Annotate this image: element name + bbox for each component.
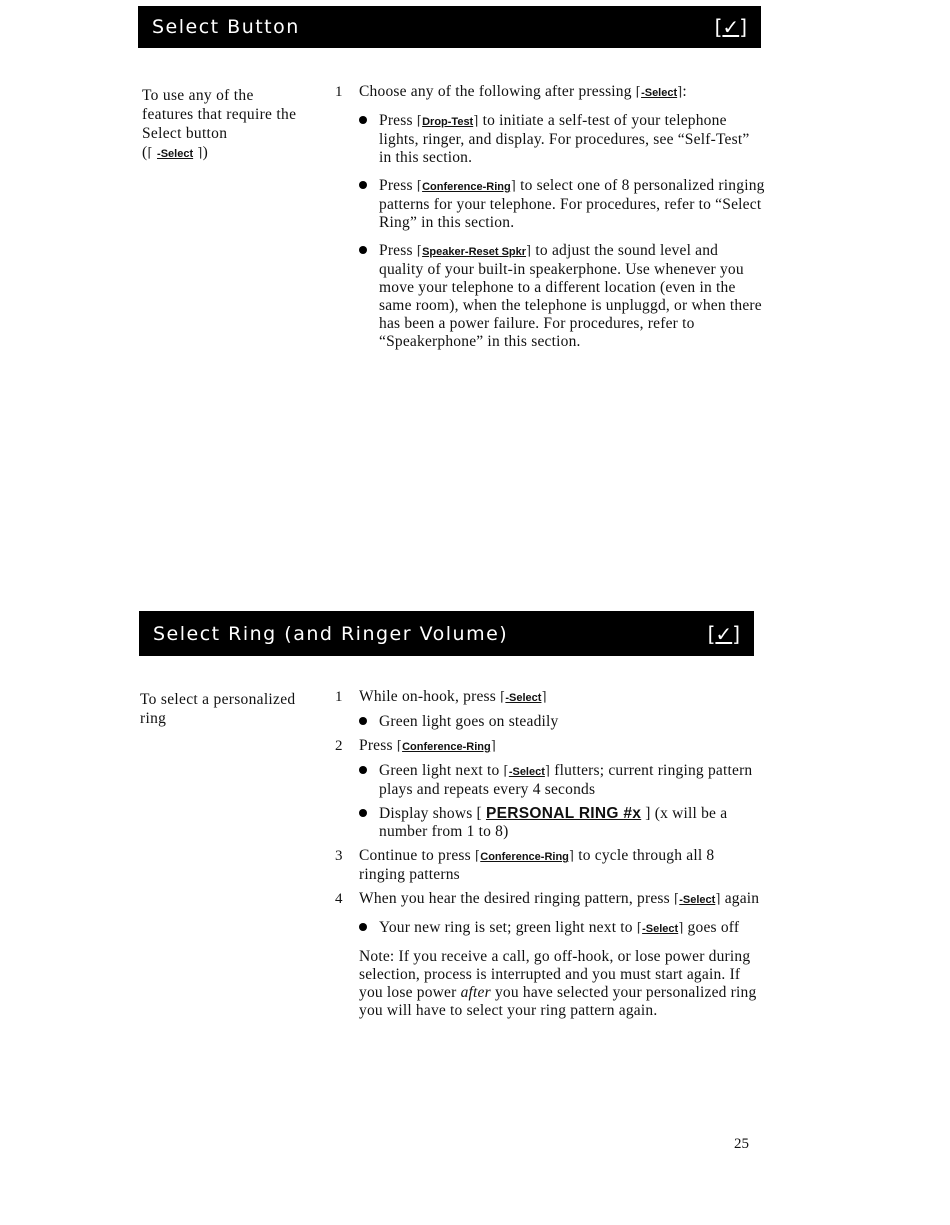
bullet-item: Press ⌈Speaker-Reset Spkr⌉ to adjust the sound level and quality of your built-in speakerphone. Use whenever you move your telephone to a different location (even in the same room), when the telephone is unpluggd, or when there has been a power failure. For procedures, refer to “Speakerphone” in this section. xyxy=(359,242,765,351)
section-title: Select Button xyxy=(152,16,300,38)
step-number: 2 xyxy=(335,738,343,754)
step-item: 2 Press ⌈Conference-Ring⌉ Green light next to ⌈-Select⌉ flutters; current ringing pattern plays and repeats every 4 seconds Display shows [ PERSONAL RING #x ] (x will be a number from 1 to 8) xyxy=(335,737,760,841)
speaker-reset-key-label: Speaker-Reset Spkr xyxy=(422,246,527,258)
bullet-icon xyxy=(359,766,367,774)
section-header-select-button xyxy=(138,6,761,48)
step-item: 4 When you hear the desired ringing pattern, press ⌈-Select⌉ again Your new ring is set; green light next to ⌈-Select⌉ goes off xyxy=(335,890,760,936)
side-note-select-ring xyxy=(140,690,315,728)
drop-test-key-label: Drop-Test xyxy=(422,116,474,128)
bullet-icon xyxy=(359,809,367,817)
bullet-icon xyxy=(359,116,367,124)
steps-select-ring xyxy=(335,688,760,1020)
select-key-label: -Select xyxy=(642,923,679,935)
side-note-select-button: To use any of the features that require the Select button (⌈ -Select ⌉) xyxy=(142,87,297,161)
bullet-icon xyxy=(359,246,367,254)
bullet-item: Press ⌈Drop-Test⌉ to initiate a self-test of your telephone lights, ringer, and display. For procedures, see “Self-Test” in this section. xyxy=(359,112,765,167)
note-paragraph: Note: If you receive a call, go off-hook, or lose power during selection, process is interrupted and you must start again. If you lose power after you have selected your personalized ring you will have to select your ring pattern again. xyxy=(359,948,757,1019)
select-key-label: -Select xyxy=(505,692,542,704)
side-note-text: To use any of the features that require the Select button xyxy=(142,87,297,142)
display-readout: PERSONAL RING #x xyxy=(485,805,642,822)
bullet-item: Your new ring is set; green light next to ⌈-Select⌉ goes off xyxy=(359,919,760,938)
step-number: 3 xyxy=(335,848,343,864)
note-emphasis: after xyxy=(460,984,491,1001)
select-key-label: -Select xyxy=(641,87,678,99)
conference-ring-key-label: Conference-Ring xyxy=(422,181,511,193)
section-header-select-ring xyxy=(139,611,754,656)
bullet-item: Press ⌈Conference-Ring⌉ to select one of 8 personalized ringing patterns for your telephone. For procedures, refer to “Select Ring” in this section. xyxy=(359,177,765,232)
bullet-item: Green light next to ⌈-Select⌉ flutters; current ringing pattern plays and repeats every 4 seconds xyxy=(359,762,760,799)
step-item: 3 Continue to press ⌈Conference-Ring⌉ to cycle through all 8 ringing patterns xyxy=(335,847,715,883)
bullet-item: Green light goes on steadily xyxy=(359,713,760,731)
step-item: 1 Choose any of the following after pressing ⌈-Select⌉: Press ⌈Drop-Test⌉ to initiate a self-test of your telephone lights, ringer, and display. For procedures, see “Self-Test” in this section. Press ⌈Conference-Ring⌉ to select one of 8 personalized ringing patterns for your telephone. For procedures, refer to “Select Ring” in this section. Press ⌈Speaker-Reset Spkr⌉ to adjust the sound level and quality of your built-in speakerphone. Use whenever you move your telephone to a different location (even in the same room), when the telephone is unpluggd, or when there has been a power failure. For procedures, refer to “Speakerphone” in this section. xyxy=(335,83,765,350)
step-number: 1 xyxy=(335,689,343,705)
checkmark-icon: [✓] xyxy=(714,15,747,39)
select-key-label: -Select xyxy=(157,148,194,160)
bullet-icon xyxy=(359,717,367,725)
page-number: 25 xyxy=(734,1136,749,1152)
select-key-label: -Select xyxy=(679,894,716,906)
bullet-icon xyxy=(359,923,367,931)
step-number: 4 xyxy=(335,891,343,907)
conference-ring-key-label: Conference-Ring xyxy=(480,851,569,863)
conference-ring-key-label: Conference-Ring xyxy=(402,741,491,753)
checkmark-icon: [✓] xyxy=(707,621,740,646)
select-key-label: -Select xyxy=(508,766,545,778)
steps-select-button xyxy=(335,83,765,357)
step-number: 1 xyxy=(335,84,343,100)
side-note-text: To select a personalized ring xyxy=(140,691,296,727)
section-title: Select Ring (and Ringer Volume) xyxy=(153,622,509,645)
step-item: 1 While on-hook, press ⌈-Select⌉ Green light goes on steadily xyxy=(335,688,760,731)
bullet-item: Display shows [ PERSONAL RING #x ] (x will be a number from 1 to 8) xyxy=(359,805,760,841)
bullet-icon xyxy=(359,181,367,189)
